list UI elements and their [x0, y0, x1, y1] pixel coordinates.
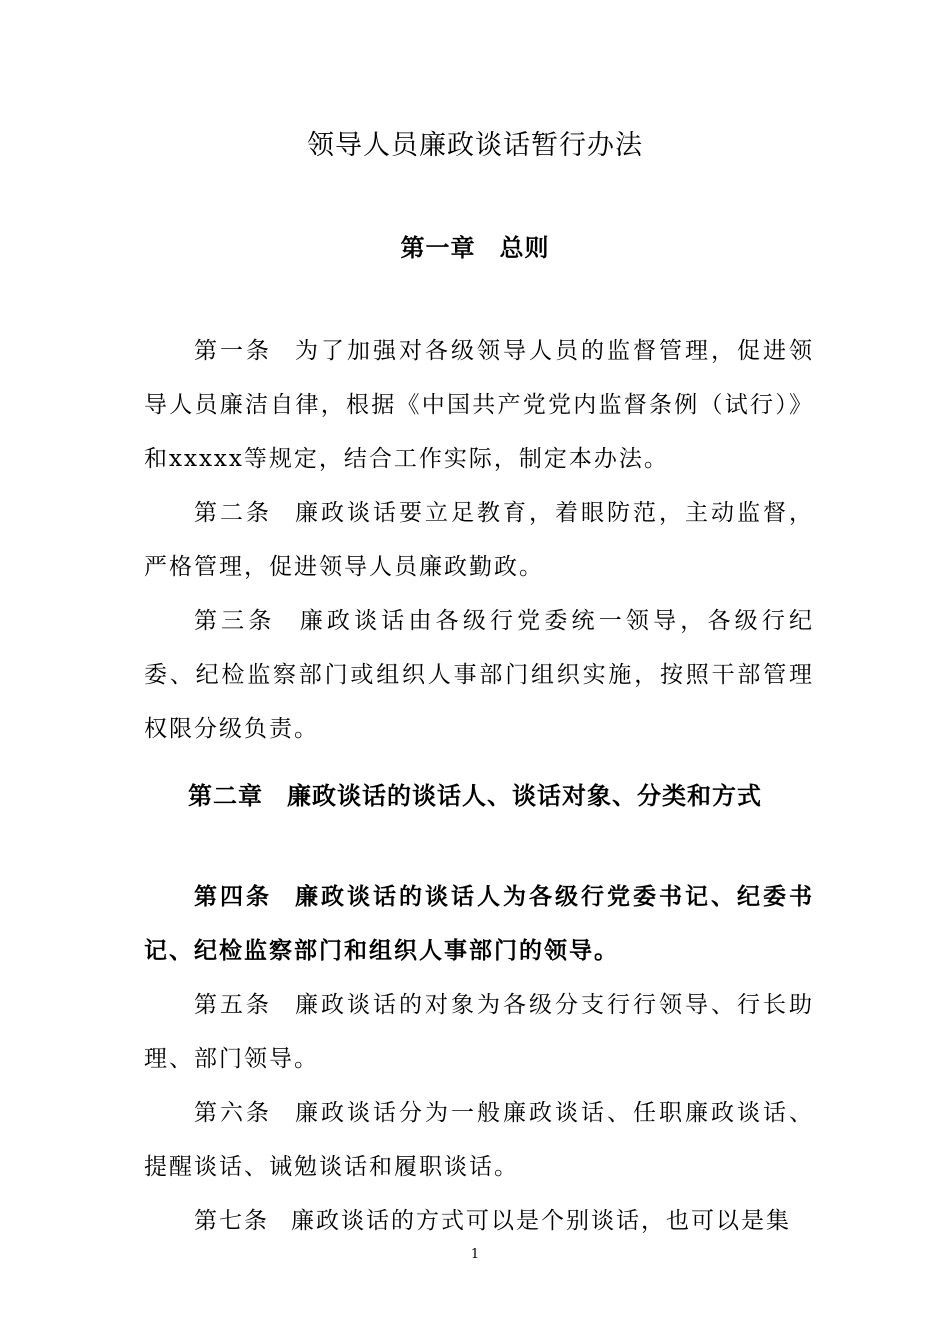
article-text: 廉政谈话的对象为各级分支行行领导、行长助理、部门领导。	[144, 992, 814, 1072]
article-number: 第六条	[194, 1100, 272, 1126]
chapter-number: 第一章	[400, 234, 476, 262]
chapter-name: 总则	[499, 234, 550, 262]
article-5	[144, 978, 814, 1086]
article-4	[144, 870, 814, 978]
article-text: 廉政谈话由各级行党委统一领导，各级行纪委、纪检监察部门或组织人事部门组织实施，按照干部管理权限分级负责。	[144, 608, 815, 742]
chapter-heading-1	[0, 228, 950, 268]
article-7	[144, 1194, 814, 1248]
chapter-name: 廉政谈话的谈话人、谈话对象、分类和方式	[287, 782, 762, 810]
article-text: 为了加强对各级领导人员的监督管理，促进领导人员廉洁自律，根据《中国共产党党内监督条例（试行）》和xxxxx等规定，结合工作实际，制定本办法。	[144, 338, 814, 472]
article-text: 廉政谈话的方式可以是个别谈话，也可以是集	[291, 1208, 791, 1234]
article-number: 第五条	[194, 992, 272, 1018]
article-number: 第四条	[194, 884, 272, 910]
page-number: 1	[470, 1247, 480, 1262]
article-text: 廉政谈话分为一般廉政谈话、任职廉政谈话、提醒谈话、诫勉谈话和履职谈话。	[144, 1100, 814, 1180]
article-number: 第一条	[194, 338, 272, 364]
article-number: 第二条	[194, 500, 272, 526]
article-number: 第三条	[194, 608, 276, 634]
document-title: 领导人员廉政谈话暂行办法	[307, 130, 643, 161]
article-2	[144, 486, 814, 594]
article-text: 廉政谈话的谈话人为各级行党委书记、纪委书记、纪检监察部门和组织人事部门的领导。	[144, 884, 814, 964]
chapter-1-articles	[144, 324, 814, 756]
chapter-heading-2	[0, 776, 950, 816]
chapter-2-articles	[144, 870, 814, 1248]
article-6	[144, 1086, 814, 1194]
article-text: 廉政谈话要立足教育，着眼防范，主动监督，严格管理，促进领导人员廉政勤政。	[144, 500, 814, 580]
article-1	[144, 324, 814, 486]
chapter-number: 第二章	[188, 782, 263, 810]
article-number: 第七条	[194, 1208, 269, 1234]
article-3	[144, 594, 814, 756]
